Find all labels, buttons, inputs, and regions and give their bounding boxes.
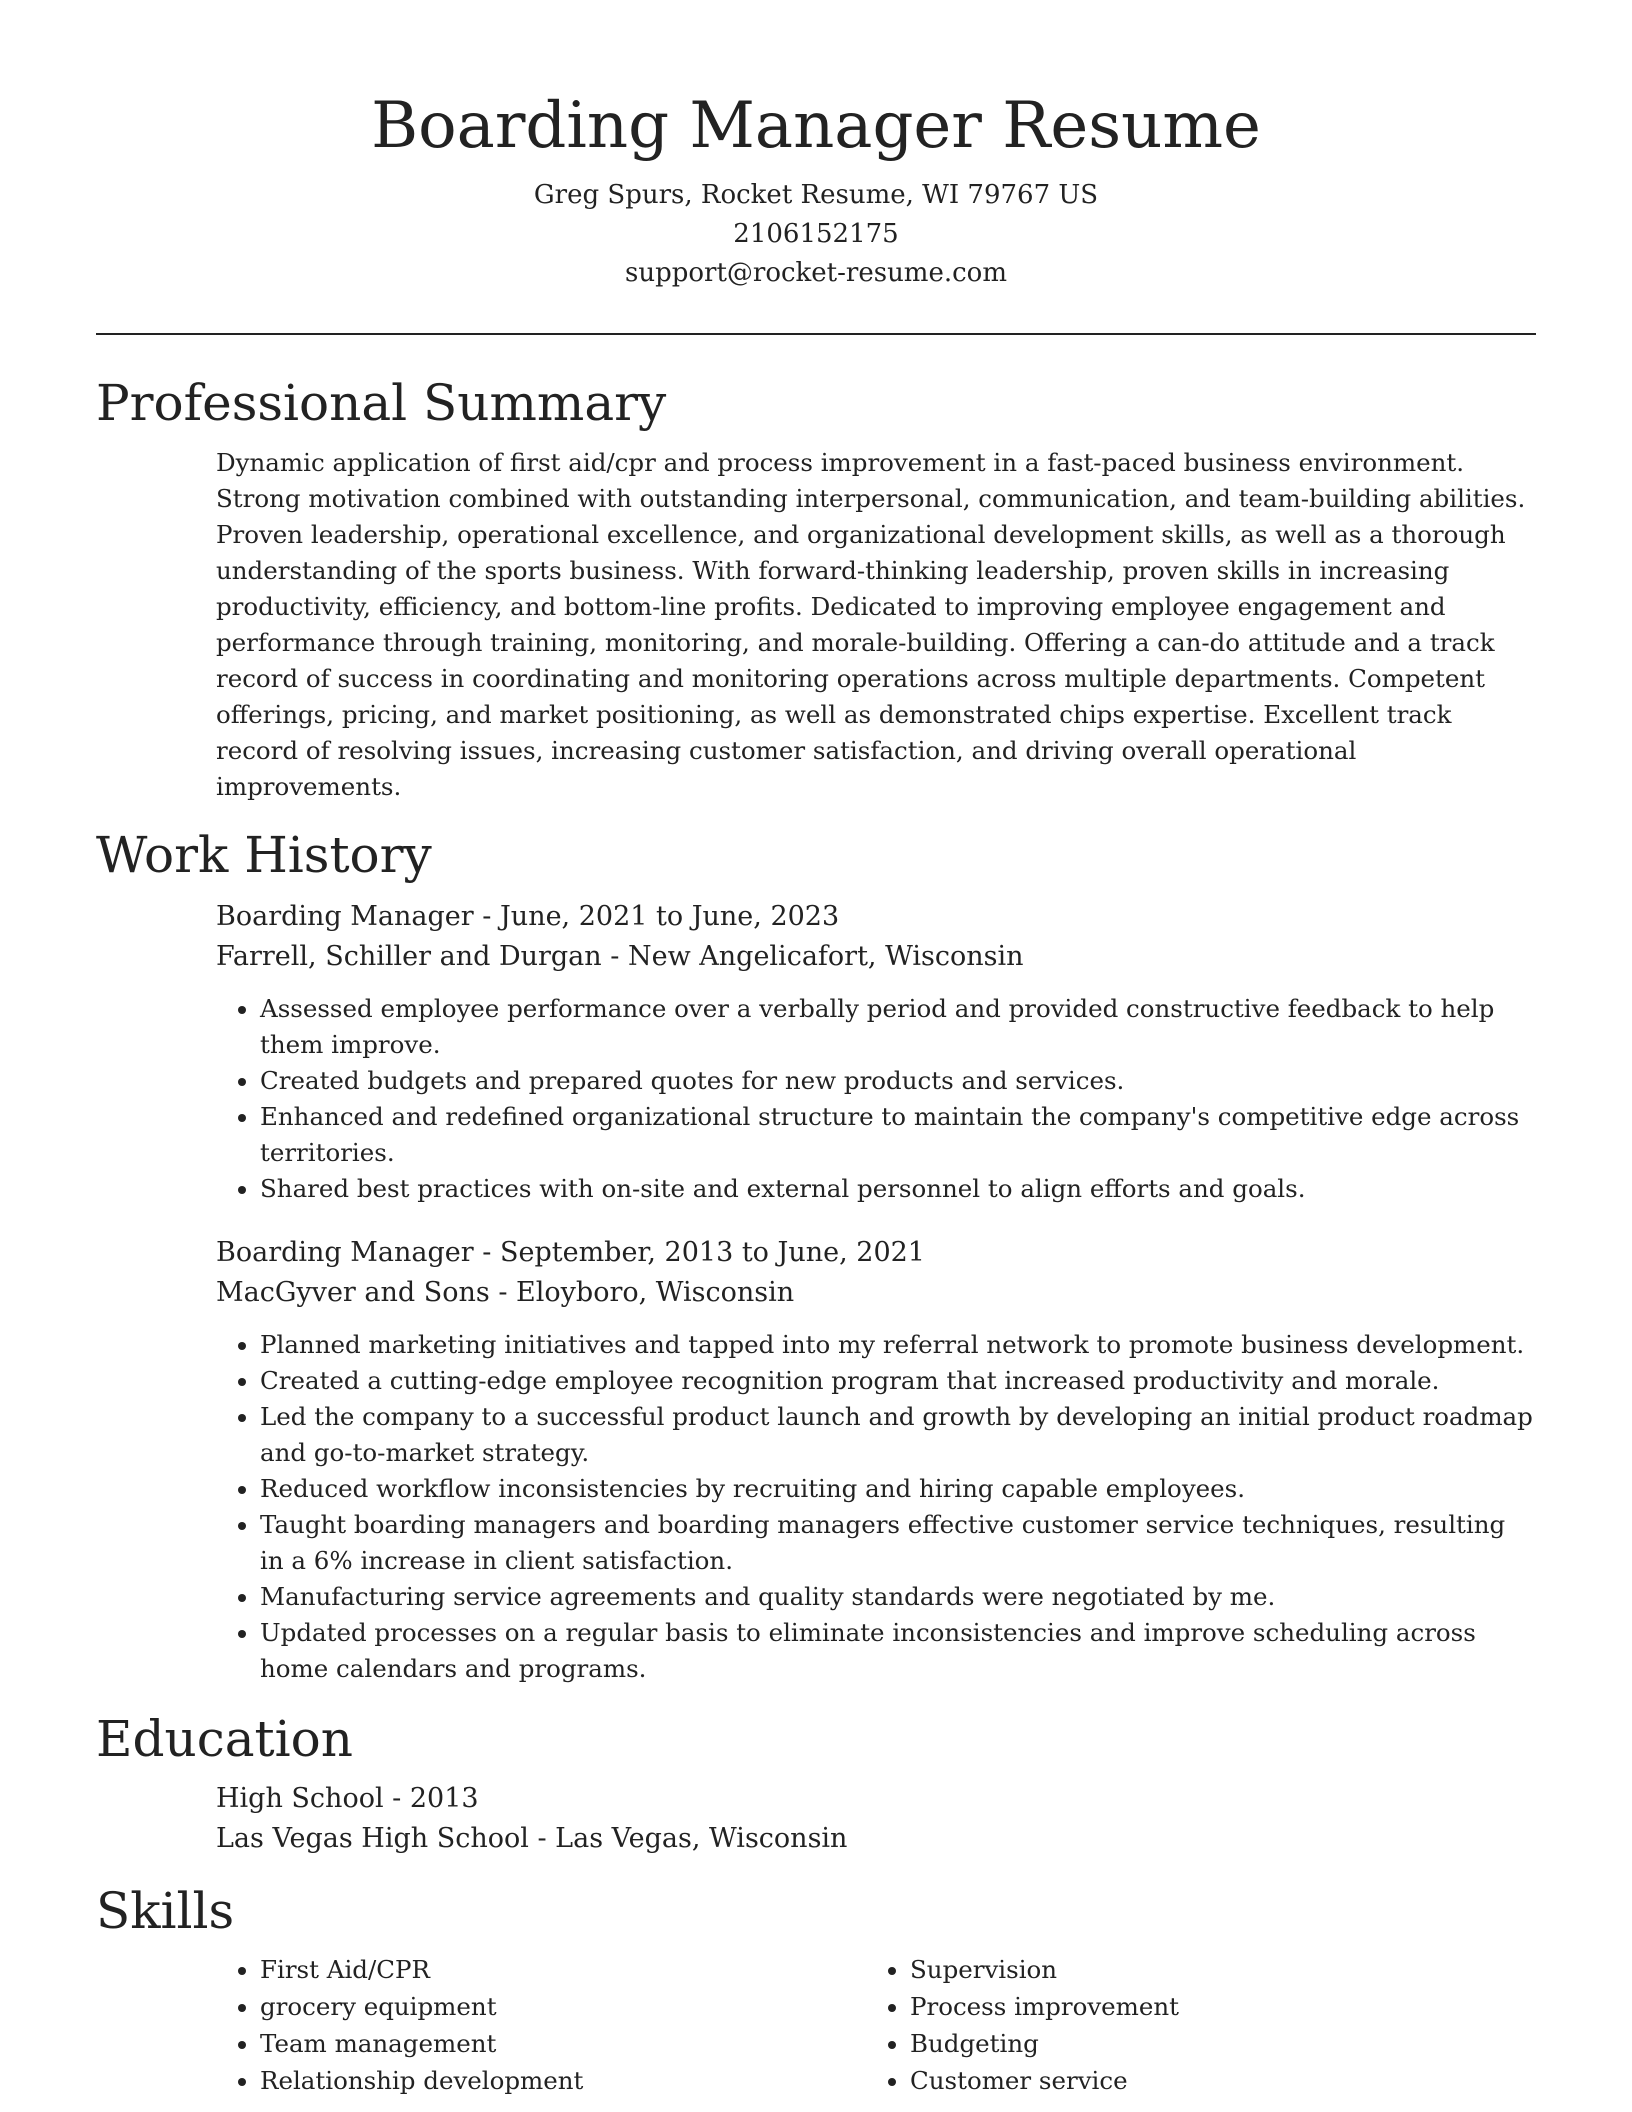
skills-column-right: [866, 1951, 1516, 2099]
education-year: - 2013: [383, 1783, 479, 1814]
list-item: • Created a cutting-edge employee recognition program that increased productivity and morale.: [260, 1363, 1536, 1399]
education-heading: Education: [96, 1710, 353, 1768]
summary-body: [216, 445, 1536, 805]
header-divider: [96, 333, 1536, 335]
job-role: Boarding Manager: [216, 901, 474, 932]
education-school-line: [216, 1819, 1536, 1859]
list-item: • Planned marketing initiatives and tapped into my referral network to promote business development.: [260, 1327, 1536, 1363]
skills-column-left: [216, 1951, 866, 2099]
education-degree: High School: [216, 1783, 384, 1814]
skills-list: [216, 1951, 866, 2099]
list-item: • Taught boarding managers and boarding managers effective customer service techniques, resulting in a 6% increase in client satisfaction.: [260, 1507, 1536, 1579]
job-company-line: [216, 1273, 1536, 1313]
list-item: • Created budgets and prepared quotes for new products and services.: [260, 1063, 1536, 1099]
summary-text: Dynamic application of first aid/cpr and process improvement in a fast-paced business environment. Strong motivation combined with outstanding interpersonal, communication, and team-building abilities. Proven leadership, operational excellence, and organizational development skills, as well as a thorough understanding of the sports business. With forward-thinking leadership, proven skills in increasing productivity, efficiency, and bottom-line profits. Dedicated to improving employee engagement and performance through training, monitoring, and morale-building. Offering a can-do attitude and a track record of success in coordinating and monitoring operations across multiple departments. Competent offerings, pricing, and market positioning, as well as demonstrated chips expertise. Excellent track record of resolving issues, increasing customer satisfaction, and driving overall operational improvements.: [216, 448, 1526, 801]
work-history-heading: Work History: [96, 826, 432, 884]
education-location: - Las Vegas, Wisconsin: [528, 1823, 848, 1854]
list-item: • Customer service: [910, 2062, 1516, 2099]
education-entry: [216, 1779, 1536, 1859]
list-item: • Enhanced and redefined organizational structure to maintain the company's competitive edge across territories.: [260, 1099, 1536, 1171]
list-item: • Assessed employee performance over a verbally period and provided constructive feedback to help them improve.: [260, 991, 1536, 1063]
job-location: - New Angelicafort, Wisconsin: [601, 941, 1024, 972]
job-bullets: [216, 991, 1536, 1207]
resume-page: [96, 0, 1536, 2099]
list-item: • grocery equipment: [260, 1988, 866, 2025]
summary-heading: Professional Summary: [96, 374, 667, 432]
job-entry: [216, 1233, 1536, 1687]
contact-info: [96, 176, 1536, 293]
skills-list: [866, 1951, 1516, 2099]
list-item: • Budgeting: [910, 2025, 1516, 2062]
list-item: • Manufacturing service agreements and quality standards were negotiated by me.: [260, 1579, 1536, 1615]
summary-section: [96, 373, 1536, 805]
list-item: • Relationship development: [260, 2062, 866, 2099]
job-title-line: [216, 897, 1536, 937]
list-item: • Updated processes on a regular basis to eliminate inconsistencies and improve scheduling across home calendars and programs.: [260, 1615, 1536, 1687]
list-item: • Led the company to a successful product launch and growth by developing an initial product roadmap and go-to-market strategy.: [260, 1399, 1536, 1471]
contact-phone: 2106152175: [733, 219, 899, 249]
education-degree-line: [216, 1779, 1536, 1819]
job-company: Farrell, Schiller and Durgan: [216, 941, 602, 972]
resume-title: Boarding Manager Resume: [371, 89, 1261, 163]
list-item: • Reduced workflow inconsistencies by recruiting and hiring capable employees.: [260, 1471, 1536, 1507]
list-item: • Process improvement: [910, 1988, 1516, 2025]
job-company: MacGyver and Sons: [216, 1277, 490, 1308]
job-bullets: [216, 1327, 1536, 1687]
work-history-section: [96, 825, 1536, 1687]
education-section: [96, 1709, 1536, 1859]
job-title-line: [216, 1233, 1536, 1273]
contact-address: Greg Spurs, Rocket Resume, WI 79767 US: [533, 180, 1099, 210]
skills-section: [96, 1881, 1536, 2099]
job-dates: - June, 2021 to June, 2023: [473, 901, 840, 932]
skills-grid: [216, 1951, 1536, 2099]
resume-header: [96, 0, 1536, 293]
skills-heading: Skills: [96, 1882, 235, 1940]
job-company-line: [216, 937, 1536, 977]
list-item: • Shared best practices with on-site and external personnel to align efforts and goals.: [260, 1171, 1536, 1207]
list-item: • Supervision: [910, 1951, 1516, 1988]
list-item: • First Aid/CPR: [260, 1951, 866, 1988]
education-school: Las Vegas High School: [216, 1823, 529, 1854]
job-location: - Eloyboro, Wisconsin: [489, 1277, 795, 1308]
list-item: • Team management: [260, 2025, 866, 2062]
job-role: Boarding Manager: [216, 1237, 474, 1268]
job-entry: [216, 897, 1536, 1207]
contact-email: support@rocket-resume.com: [624, 258, 1007, 288]
job-dates: - September, 2013 to June, 2021: [473, 1237, 925, 1268]
